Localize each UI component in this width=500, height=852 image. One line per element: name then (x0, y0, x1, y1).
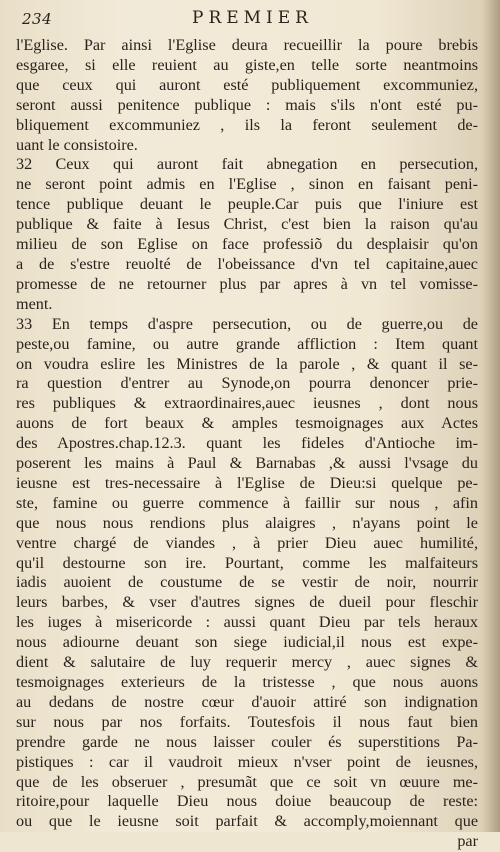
text-line: ra question d'entrer au Synode,on pourra denoncer prie- (16, 374, 478, 393)
body-text (16, 36, 478, 852)
text-line: sur nous par nos forfaits. Toutesfois il nous faut bien (16, 712, 478, 731)
paragraph-32-start: 32 Ceux qui auront fait abnegation en persecution, (16, 155, 478, 174)
text-line: milieu de son Eglise on face professiõ du desplaisir qu'on (16, 235, 478, 254)
text-line: l'Eglise. Par ainsi l'Eglise deura recueillir la poure brebis (16, 36, 478, 54)
text-line: seront aussi penitence publique : mais s'ils n'ont esté pu- (16, 95, 478, 114)
text-line: a de s'estre reuolté de l'obeissance d'vn tel capitaine,auec (16, 254, 478, 273)
text-line: ne seront point admis en l'Eglise , sinon en faisant peni- (16, 175, 478, 194)
text-line: ritoire,pour laquelle Dieu nous doiue beaucoup de reste: (16, 792, 478, 811)
text-line: on voudra eslire les Ministres de la parole , & quant il se- (16, 354, 478, 373)
text-line: prendre garde ne nous laisser couler és superstitions Pa- (16, 732, 478, 751)
page-number: 234 (22, 10, 53, 28)
text-line: pistiques : car il vaudroit mieux n'vser point de ieusnes, (16, 752, 478, 771)
text-line: ieusne est tres-necessaire à l'Eglise de Dieu:si quelque pe- (16, 473, 478, 492)
text-line: uant le consistoire. (16, 135, 138, 154)
text-line: que ceux qui auront esté publiquement excommuniez, (16, 75, 478, 94)
paragraph-33-start: 33 En temps d'aspre persecution, ou de guerre,ou de (16, 314, 478, 333)
text-line: poserent les mains à Paul & Barnabas ,& aussi l'vsage du (16, 454, 478, 473)
text-line: que de les obseruer , presumãt que ce soit vn œuure me- (16, 772, 478, 791)
text-line: auons de fort beaux & amples tesmoignages aux Actes (16, 414, 478, 433)
text-line: ou que le ieusne soit parfait & accomply,moiennant que (16, 812, 478, 831)
text-line: peste,ou famine, ou autre grande affliction : Item quant (16, 334, 478, 353)
text-line: esgaree, si elle reuient au giste,en telle sorte neantmoins (16, 55, 478, 74)
running-head: PREMIER (192, 8, 313, 28)
page-edge-shadow (482, 0, 500, 832)
text-line: leurs barbes, & vser d'autres signes de dueil pour fleschir (16, 593, 478, 612)
text-line: nous adiourne deuant son siege iudicial,il nous est expe- (16, 633, 478, 652)
text-line: iadis auoient de coustume de se vestir de noir, nourrir (16, 573, 478, 592)
page-header (22, 6, 476, 32)
text-line: des Apostres.chap.12.3. quant les fideles d'Antioche im- (16, 434, 478, 453)
text-line: tesmoignages exterieurs de la tristesse , que nous auons (16, 673, 478, 691)
text-line: bliquement excommuniez , ils la feront seulement de- (16, 115, 478, 134)
text-line: dient & salutaire de luy requerir mercy , auec signes & (16, 653, 478, 672)
text-line: ste, famine ou guerre commence à faillir sur nous , afin (16, 493, 478, 512)
text-line: que nous nous rendions plus alaigres , n'ayans point le (16, 513, 478, 532)
text-line: promesse de ne retourner plus par apres à vn tel vomisse- (16, 274, 478, 293)
catchword: par (457, 832, 478, 851)
text-line: les iuges à misericorde : aussi quant Dieu par tels heraux (16, 613, 478, 632)
text-line: ment. (16, 294, 53, 313)
text-line: ventre chargé de viandes , à prier Dieu auec humilité, (16, 533, 478, 552)
text-line: res publiques & extraordinaires,auec ieusnes , dont nous (16, 394, 478, 413)
text-line: au dedans de nostre cœur d'auoir attiré son indignation (16, 692, 478, 711)
text-line: qu'il destourne son ire. Pourtant, comme les malfaiteurs (16, 553, 478, 572)
text-line: tence publique deuant le peuple.Car puis que l'iniure est (16, 195, 478, 214)
text-line: publique & faite à Iesus Christ, c'est bien la raison qu'au (16, 215, 478, 234)
